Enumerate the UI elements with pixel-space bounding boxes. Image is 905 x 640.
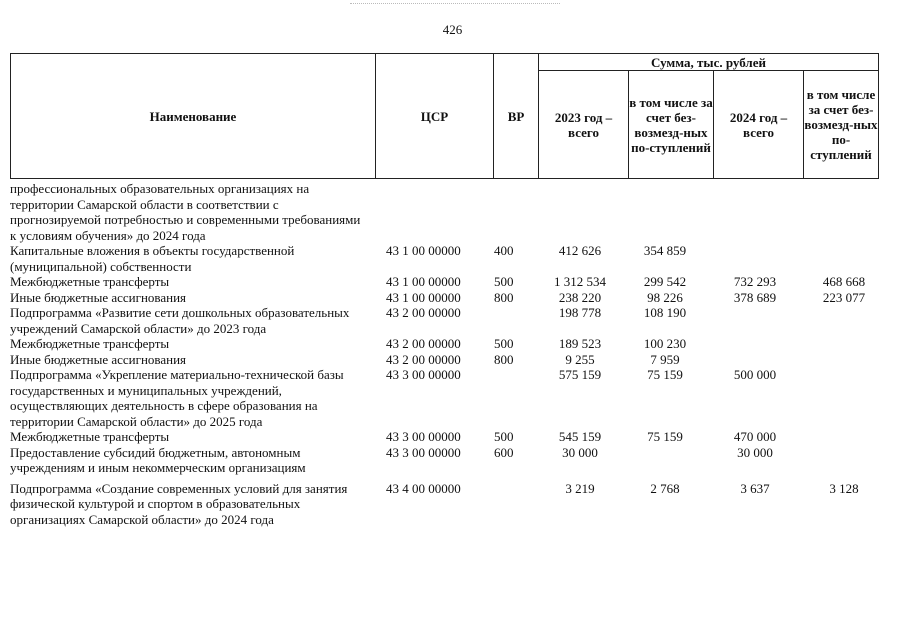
row-vr: 500	[494, 274, 514, 289]
table-row	[10, 367, 878, 429]
row-2023-grants: 7 959	[650, 351, 680, 367]
row-2024-grants: 3 128	[829, 480, 859, 496]
table-header	[10, 53, 879, 179]
row-2024-total: 470 000	[733, 429, 777, 444]
row-2024-grants: 468 668	[822, 274, 866, 289]
row-2023-grants: 108 190	[643, 305, 687, 320]
row-csr: 43 3 00 00000	[386, 444, 461, 460]
row-csr: 43 1 00 00000	[386, 243, 461, 258]
row-2023-total: 3 219	[565, 480, 595, 496]
table-row	[10, 290, 878, 306]
row-vr: 500	[494, 336, 514, 351]
table-row	[10, 243, 878, 274]
table-row	[10, 429, 878, 445]
row-vr: 500	[494, 429, 514, 444]
row-2023-grants: 75 159	[647, 429, 683, 444]
row-2024-total: 500 000	[733, 367, 777, 382]
row-2024-total: 378 689	[733, 289, 777, 305]
row-name: Предоставление субсидий бюджетным, автономным учреждениям и иным некоммерческим организациям	[10, 444, 306, 475]
row-2024-total: 30 000	[737, 444, 773, 460]
table-row	[10, 305, 878, 336]
header-name: Наименование	[11, 54, 376, 179]
row-name: Подпрограмма «Создание современных условий для занятия физической культурой и спортом в образовательных организациях Самарской области» до 2024 года	[10, 480, 348, 527]
row-vr: 400	[494, 243, 514, 258]
row-2023-total: 9 255	[565, 351, 595, 367]
header-csr: ЦСР	[376, 54, 494, 179]
header-2024-grants: в том числе за счет без-возмезд-ных по-ступлений	[804, 71, 879, 179]
row-csr: 43 1 00 00000	[386, 274, 461, 289]
row-csr: 43 4 00 00000	[386, 480, 461, 496]
row-2023-total: 189 523	[558, 336, 602, 351]
scan-artifact-line	[350, 3, 560, 5]
row-2024-total: 3 637	[740, 480, 770, 496]
row-2023-grants: 98 226	[647, 289, 683, 305]
page-number: 426	[442, 22, 463, 37]
row-2023-grants: 354 859	[643, 243, 687, 258]
header-vr: ВР	[494, 54, 539, 179]
table-row	[10, 336, 878, 352]
row-2024-total: 732 293	[733, 274, 777, 289]
row-name: Межбюджетные трансферты	[10, 274, 170, 289]
row-name: Иные бюджетные ассигнования	[10, 351, 187, 367]
row-2023-grants: 299 542	[643, 274, 687, 289]
row-2023-total: 545 159	[558, 429, 602, 444]
header-2023-grants: в том числе за счет без-возмезд-ных по-ступлений	[629, 71, 714, 179]
row-2023-total: 1 312 534	[554, 274, 606, 289]
row-csr: 43 2 00 00000	[386, 305, 461, 320]
row-name: Подпрограмма «Укрепление материально-технической базы государственных и муниципальных учреждений, осуществляющих деятельность в сфере образования на территории Самарской области» до 2025 года	[10, 367, 344, 429]
row-2023-total: 238 220	[558, 289, 602, 305]
row-vr: 800	[494, 351, 514, 367]
row-2023-grants: 75 159	[647, 367, 683, 382]
row-name: Капитальные вложения в объекты государственной (муниципальной) собственности	[10, 243, 295, 274]
table-row	[10, 445, 878, 476]
header-2024-total: 2024 год – всего	[714, 71, 804, 179]
row-name: Межбюджетные трансферты	[10, 336, 170, 351]
row-2023-grants: 100 230	[643, 336, 687, 351]
row-2023-total: 198 778	[558, 305, 602, 320]
row-vr: 800	[494, 289, 514, 305]
row-name: Подпрограмма «Развитие сети дошкольных образовательных учреждений Самарской области» до 2023 года	[10, 305, 350, 336]
row-2023-grants: 2 768	[650, 480, 680, 496]
row-csr: 43 2 00 00000	[386, 351, 461, 367]
table-body	[10, 181, 878, 527]
row-vr: 600	[494, 444, 514, 460]
row-csr: 43 3 00 00000	[386, 429, 461, 444]
row-2024-grants: 223 077	[822, 289, 866, 305]
table-row	[10, 181, 878, 243]
table-row	[10, 274, 878, 290]
table-row	[10, 352, 878, 368]
row-csr: 43 2 00 00000	[386, 336, 461, 351]
row-csr: 43 1 00 00000	[386, 289, 461, 305]
row-2023-total: 30 000	[562, 444, 598, 460]
row-name: Иные бюджетные ассигнования	[10, 289, 187, 305]
header-2023-total: 2023 год – всего	[539, 71, 629, 179]
row-name: Межбюджетные трансферты	[10, 429, 170, 444]
row-2023-total: 412 626	[558, 243, 602, 258]
table-row	[10, 481, 878, 528]
row-name: профессиональных образовательных организациях на территории Самарской области в соответствии с прогнозируемой потребностью и современными требованиями к условиям обучения» до 2024 года	[10, 181, 361, 243]
header-sum: Сумма, тыс. рублей	[539, 54, 879, 71]
row-2023-total: 575 159	[558, 367, 602, 382]
row-csr: 43 3 00 00000	[386, 367, 461, 382]
